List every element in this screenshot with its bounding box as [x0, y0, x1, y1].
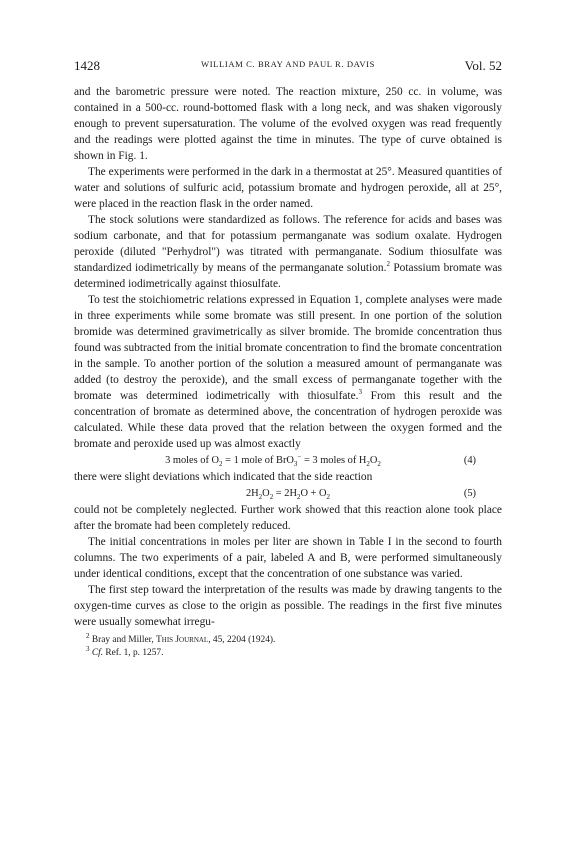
footnote-3-cf: Cf. [89, 648, 104, 658]
paragraph-3 [74, 212, 502, 292]
eq5-s1: 2 [258, 493, 263, 502]
eq5-t2: O [262, 488, 270, 499]
footnotes [74, 631, 502, 660]
page-number: 1428 [74, 58, 100, 73]
footnote-3-rest: Ref. 1, p. 1257. [103, 648, 164, 658]
footnote-2-text: Bray and Miller, [89, 635, 157, 645]
footnote-ref-3: 3 [358, 388, 363, 397]
footnote-3 [86, 644, 502, 660]
eq4-left-sub: 2 [219, 460, 223, 469]
paragraph-6: could not be completely neglected. Further work showed that this reaction alone took place after the bromate had been completely reduced. [74, 504, 502, 532]
footnote-ref-2: 2 [386, 260, 390, 269]
equation-4-number: (4) [463, 455, 476, 466]
footnote-2-rest: , 45, 2204 (1924). [208, 635, 276, 645]
paragraph-4-text-a: To test the stoichiometric relations expressed in Equation 1, complete analyses were made in three experiments while some bromate was still present. In one portion of the solution bromide was determined gravimetrically as silver bromide. The bromide concentration thus found was subtracted from the initial bromate concentration to find the bromate concentration in the sample. To another portion of the solution a measured amount of permanganate was added (to destroy the peroxide), and the small excess of permanganate together with the bromate was determined iodimetrically with thiosulfate. [74, 294, 502, 402]
page-header [74, 58, 502, 76]
equation-4-body [44, 452, 502, 469]
eq4-mid-sub: 3 [293, 460, 298, 469]
equation-5-number: (5) [463, 488, 476, 499]
eq4-right: = 3 moles of H [301, 455, 367, 466]
volume-label: Vol. 52 [464, 58, 502, 73]
footnote-3-mark: 3 [86, 644, 90, 653]
paragraph-4 [74, 292, 502, 452]
equation-5 [74, 485, 502, 502]
eq5-s4: 2 [326, 493, 331, 502]
equation-5-body [74, 485, 502, 502]
eq4-left: 3 moles of O [165, 455, 220, 466]
paragraph-3-text-a: The stock solutions were standardized as follows. The reference for acids and bases was sodium carbonate, and that for potassium permanganate was sodium oxalate. Hydrogen peroxide (diluted "Perhydrol") was titrated with permanganate. Sodium thiosulfate was standardized iodimetrically by means of the permanganate solution. [74, 214, 502, 274]
paragraph-4-text-b: From this result and the concentration of bromate as determined above, the concentration of hydrogen peroxide was calculated. While these data proved that the relation between the oxygen formed and the bromate and peroxide used up was almost exactly [74, 390, 502, 450]
paragraph-5: there were slight deviations which indicated that the side reaction [74, 471, 373, 483]
eq5-t3: = 2H [273, 488, 297, 499]
paragraph-7: The initial concentrations in moles per liter are shown in Table I in the second to fourth columns. The two experiments of a pair, labeled A and B, were performed simultaneously under identical conditions, except that the concentration of one substance was varied. [74, 536, 502, 580]
paragraph-3-text-b: Potassium bromate was determined iodimetrically against thiosulfate. [74, 262, 502, 290]
journal-page [74, 58, 502, 660]
equation-4 [74, 452, 502, 469]
eq4-right-sub2: 2 [377, 460, 381, 469]
paragraph-2: The experiments were performed in the dark in a thermostat at 25°. Measured quantities of water and solutions of sulfuric acid, potassium bromate and hydrogen peroxide, all at 25°, were placed in the reaction flask in the order named. [74, 166, 502, 210]
eq5-t4: O + O [300, 488, 327, 499]
eq5-s3: 2 [296, 493, 301, 502]
eq4-right-sub1: 2 [366, 460, 370, 469]
eq5-s2: 2 [269, 493, 274, 502]
footnote-2-mark: 2 [86, 631, 90, 640]
running-head: WILLIAM C. BRAY AND PAUL R. DAVIS [200, 59, 376, 69]
footnote-2-journal: This Journal [156, 635, 209, 645]
paragraph-1: and the barometric pressure were noted. The reaction mixture, 250 cc. in volume, was contained in a 500-cc. round-bottomed flask with a long neck, and was shaken vigorously enough to prevent supersaturation. The volume of the evolved oxygen was read frequently and the readings were plotted against the time in minutes. The type of curve obtained is shown in Fig. 1. [74, 86, 502, 162]
footnote-2 [86, 631, 502, 647]
eq4-mid: = 1 mole of BrO [222, 455, 294, 466]
body-text [74, 84, 502, 630]
paragraph-8: The first step toward the interpretation of the results was made by drawing tangents to the oxygen-time curves as close to the origin as possible. The readings in the first five minutes were usually somewhat irregu- [74, 584, 502, 628]
eq5-t1: 2H [245, 488, 259, 499]
eq4-right-o: O [369, 455, 378, 466]
eq4-mid-sup: − [297, 452, 302, 461]
